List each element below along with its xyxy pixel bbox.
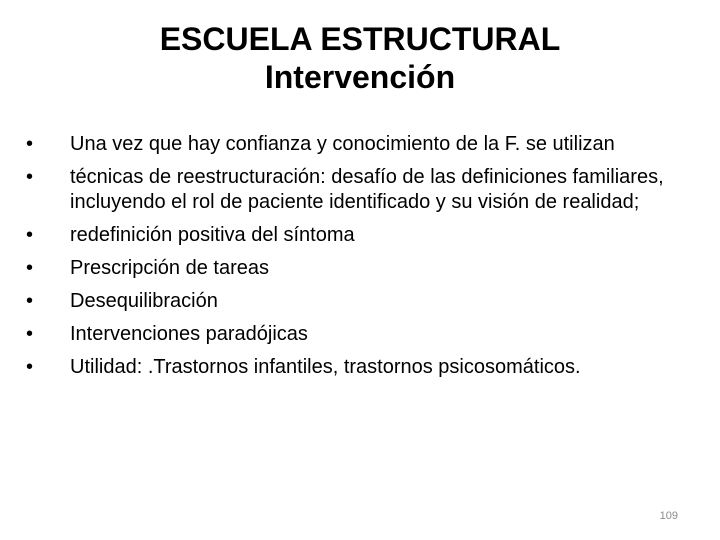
- bullet-text: redefinición positiva del síntoma: [70, 224, 355, 246]
- bullet-icon: •: [26, 257, 34, 279]
- bullet-text: Utilidad: .Trastornos infantiles, trastornos psicosomáticos.: [70, 356, 581, 378]
- bullet-item: [26, 289, 666, 314]
- bullet-text: Una vez que hay confianza y conocimiento de la F. se utilizan: [70, 133, 615, 155]
- bullet-text: Prescripción de tareas: [70, 257, 269, 279]
- bullet-item: [26, 132, 666, 157]
- bullet-item: [26, 256, 666, 281]
- bullet-icon: •: [26, 166, 34, 188]
- bullet-icon: •: [26, 323, 34, 345]
- bullet-icon: •: [26, 133, 34, 155]
- bullet-item: [26, 165, 666, 215]
- page-number: 109: [659, 510, 678, 522]
- bullet-item: [26, 355, 666, 380]
- bullet-item: [26, 322, 666, 347]
- title-line-2: Intervención: [264, 59, 456, 95]
- bullet-icon: •: [26, 290, 34, 312]
- bullet-item: [26, 223, 666, 248]
- title-line-1: ESCUELA ESTRUCTURAL: [159, 21, 561, 57]
- bullet-list: [26, 132, 666, 388]
- slide-title: [0, 20, 720, 96]
- bullet-icon: •: [26, 356, 34, 378]
- bullet-text: Intervenciones paradójicas: [70, 323, 308, 345]
- bullet-text: Desequilibración: [70, 290, 218, 312]
- bullet-text: técnicas de reestructuración: desafío de las definiciones familiares, incluyendo el rol de paciente identificado y su visión de realidad;: [70, 166, 664, 213]
- bullet-icon: •: [26, 224, 34, 246]
